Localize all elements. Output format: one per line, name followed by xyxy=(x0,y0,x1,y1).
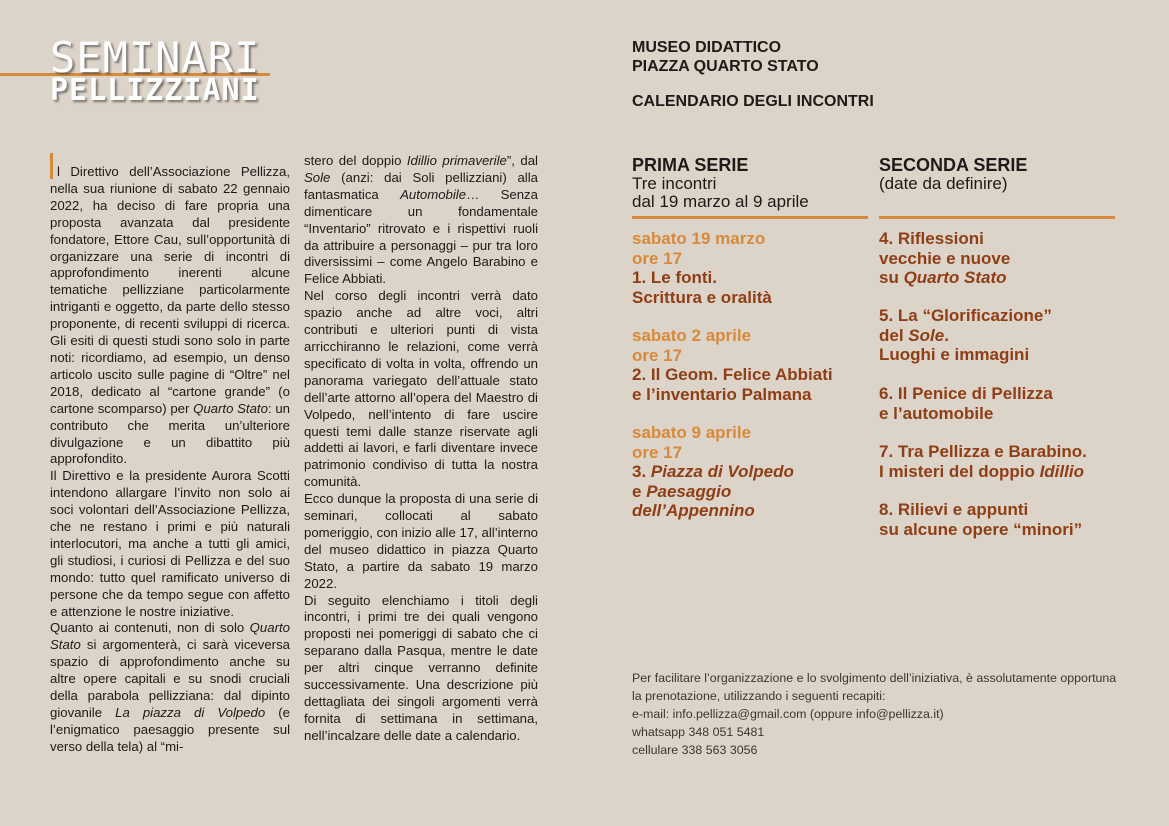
contacts-block xyxy=(632,669,1122,759)
seminar-topic-8: 8. Rilievi e appunti su alcune opere “minori” xyxy=(879,500,1083,539)
contact-mobile: cellulare 338 563 3056 xyxy=(632,743,758,757)
meeting-time: ore 17 xyxy=(632,345,683,365)
intro-paragraph: Nel corso degli incontri verrà dato spazio anche ad altre voci, altri contributi e ulteriori punti di vista arricchiranno le relazioni, come verrà specificato di volta in volta, offrendo un panorama variegato dell’attuale stato dell’arte attorno all’opera del Maestro di Volpedo, nell’intento di fare uscire questi temi dalle stanze riservate agli addetti ai lavori, e farli diventare invece patrimonio condiviso di tutta la nostra comunità. xyxy=(304,288,538,490)
intro-paragraph: Ecco dunque la proposta di una serie di seminari, collocati al sabato pomeriggio, con inizio alle 17, all’interno del museo didattico in piazza Quarto Stato, a partire da sabato 19 marzo 2022. xyxy=(304,491,538,591)
intro-column-1 xyxy=(50,153,290,756)
meeting-date: sabato 19 marzo xyxy=(632,229,766,248)
museum-line-2: PIAZZA QUARTO STATO xyxy=(632,58,819,75)
series-1-divider xyxy=(632,216,868,219)
meeting-topic: 3. Piazza di Volpedo e Paesaggio dell’Appennino xyxy=(632,462,794,520)
series-2-title: SECONDA SERIE xyxy=(879,155,1028,175)
meeting-time: ore 17 xyxy=(632,248,683,268)
series-2-header xyxy=(879,156,1027,193)
seminar-topic-5: 5. La “Glorificazione” del Sole. Luoghi e immagini xyxy=(879,306,1052,364)
page-title: SEMINARI xyxy=(50,33,261,82)
series-1-header xyxy=(632,156,809,212)
intro-paragraph: Di seguito elenchiamo i titoli degli incontri, i primi tre dei quali vengono proposti nei pomeriggi di sabato che ci separano dalla Pasqua, mentre le date per altri cinque verranno definite successivamente. Una descrizione più dettagliata dei singoli argomenti verrà fornita di settimana in settimana, nell’incalzare delle date a calendario. xyxy=(304,592,538,743)
meeting-date: sabato 9 aprile xyxy=(632,423,752,442)
series-2-divider xyxy=(879,216,1115,219)
intro-paragraph: Quanto ai contenuti, non di solo Quarto Stato si argomenterà, ci sarà viceversa spazio di approfondimento anche su altre opere capitali e su snodi cruciali della parabola pellizziana: dal dipinto giovanile La piazza di Volpedo (e l’enigmatico paesaggio presente sul verso della tela) al “mi- xyxy=(50,620,291,754)
museum-heading xyxy=(632,38,819,76)
page-subtitle: PELLIZZIANI xyxy=(50,73,260,108)
intro-paragraph: stero del doppio Idillio primaverile”, dal Sole (anzi: dai Soli pellizziani) alla fantasmatica Automobile… Senza dimenticare un fondamentale “Inventario” ritrovato e i rispettivi ruoli da attribuire a personaggi – pur tra loro diversissimi – come Angelo Barabino e Felice Abbiati. xyxy=(304,153,538,287)
meeting-1 xyxy=(632,229,772,307)
meeting-topic: 2. Il Geom. Felice Abbiati e l’inventario Palmana xyxy=(632,365,833,404)
meeting-topic: 1. Le fonti. Scrittura e oralità xyxy=(632,268,772,307)
seminar-topic-6: 6. Il Penice di Pellizza e l’automobile xyxy=(879,384,1053,423)
seminar-topic-4: 4. Riflessioni vecchie e nuove su Quarto Stato xyxy=(879,229,1011,287)
contacts-intro: Per facilitare l’organizzazione e lo svolgimento dell’iniziativa, è assolutamente opportuna la prenotazione, utilizzando i seguenti recapiti: xyxy=(632,671,1117,703)
museum-line-1: MUSEO DIDATTICO xyxy=(632,39,782,56)
series-1-title: PRIMA SERIE xyxy=(632,155,749,175)
initial-bar xyxy=(50,153,53,179)
intro-paragraph: l Direttivo dell’Associazione Pellizza, nella sua riunione di sabato 22 gennaio 2022, ha deciso di fare propria una proposta avanzata dal presidente fondatore, Ettore Cau, sull’opportunità di organizzare una serie di incontri di approfondimento inerenti alcune tematiche pellizziane particolarmente intriganti e oggetto, da parte dello stesso proponente, di recenti sviluppi di ricerca. Gli esiti di questi studi sono solo in parte noti: ricordiamo, ad esempio, un denso articolo uscito sulle pagine di “Oltre” nel 2018, dedicato al “cartone grande” (o cartone scomparso) per Quarto Stato: un contributo che merita un’ulteriore divulgazione e un dibattito più approfondito. xyxy=(50,153,290,468)
contact-email: e-mail: info.pellizza@gmail.com (oppure info@pellizza.it) xyxy=(632,707,944,721)
meeting-date: sabato 2 aprile xyxy=(632,326,752,345)
meeting-3 xyxy=(632,423,794,521)
seminar-topic-7: 7. Tra Pellizza e Barabino. I misteri del doppio Idillio xyxy=(879,442,1087,481)
meeting-time: ore 17 xyxy=(632,442,683,462)
series-1-subtitle: Tre incontri xyxy=(632,173,717,193)
contact-whatsapp: whatsapp 348 051 5481 xyxy=(632,725,765,739)
meeting-2 xyxy=(632,326,833,404)
intro-paragraph: Il Direttivo e la presidente Aurora Scotti intendono allargare l’invito non solo ai soci volontari dell’Associazione Pellizza, che ne restano i primi e più naturali interlocutori, ma anche a tutti gli amici, gli studiosi, i curiosi di Pellizza e del suo mondo: tutto quel ramificato universo di persone che da tempo segue con affetto e attenzione le nostre iniziative. xyxy=(50,468,290,619)
series-1-range: dal 19 marzo al 9 aprile xyxy=(632,192,809,211)
intro-column-2 xyxy=(304,153,538,745)
calendar-heading: CALENDARIO DEGLI INCONTRI xyxy=(632,93,874,110)
series-2-subtitle: (date da definire) xyxy=(879,173,1008,193)
